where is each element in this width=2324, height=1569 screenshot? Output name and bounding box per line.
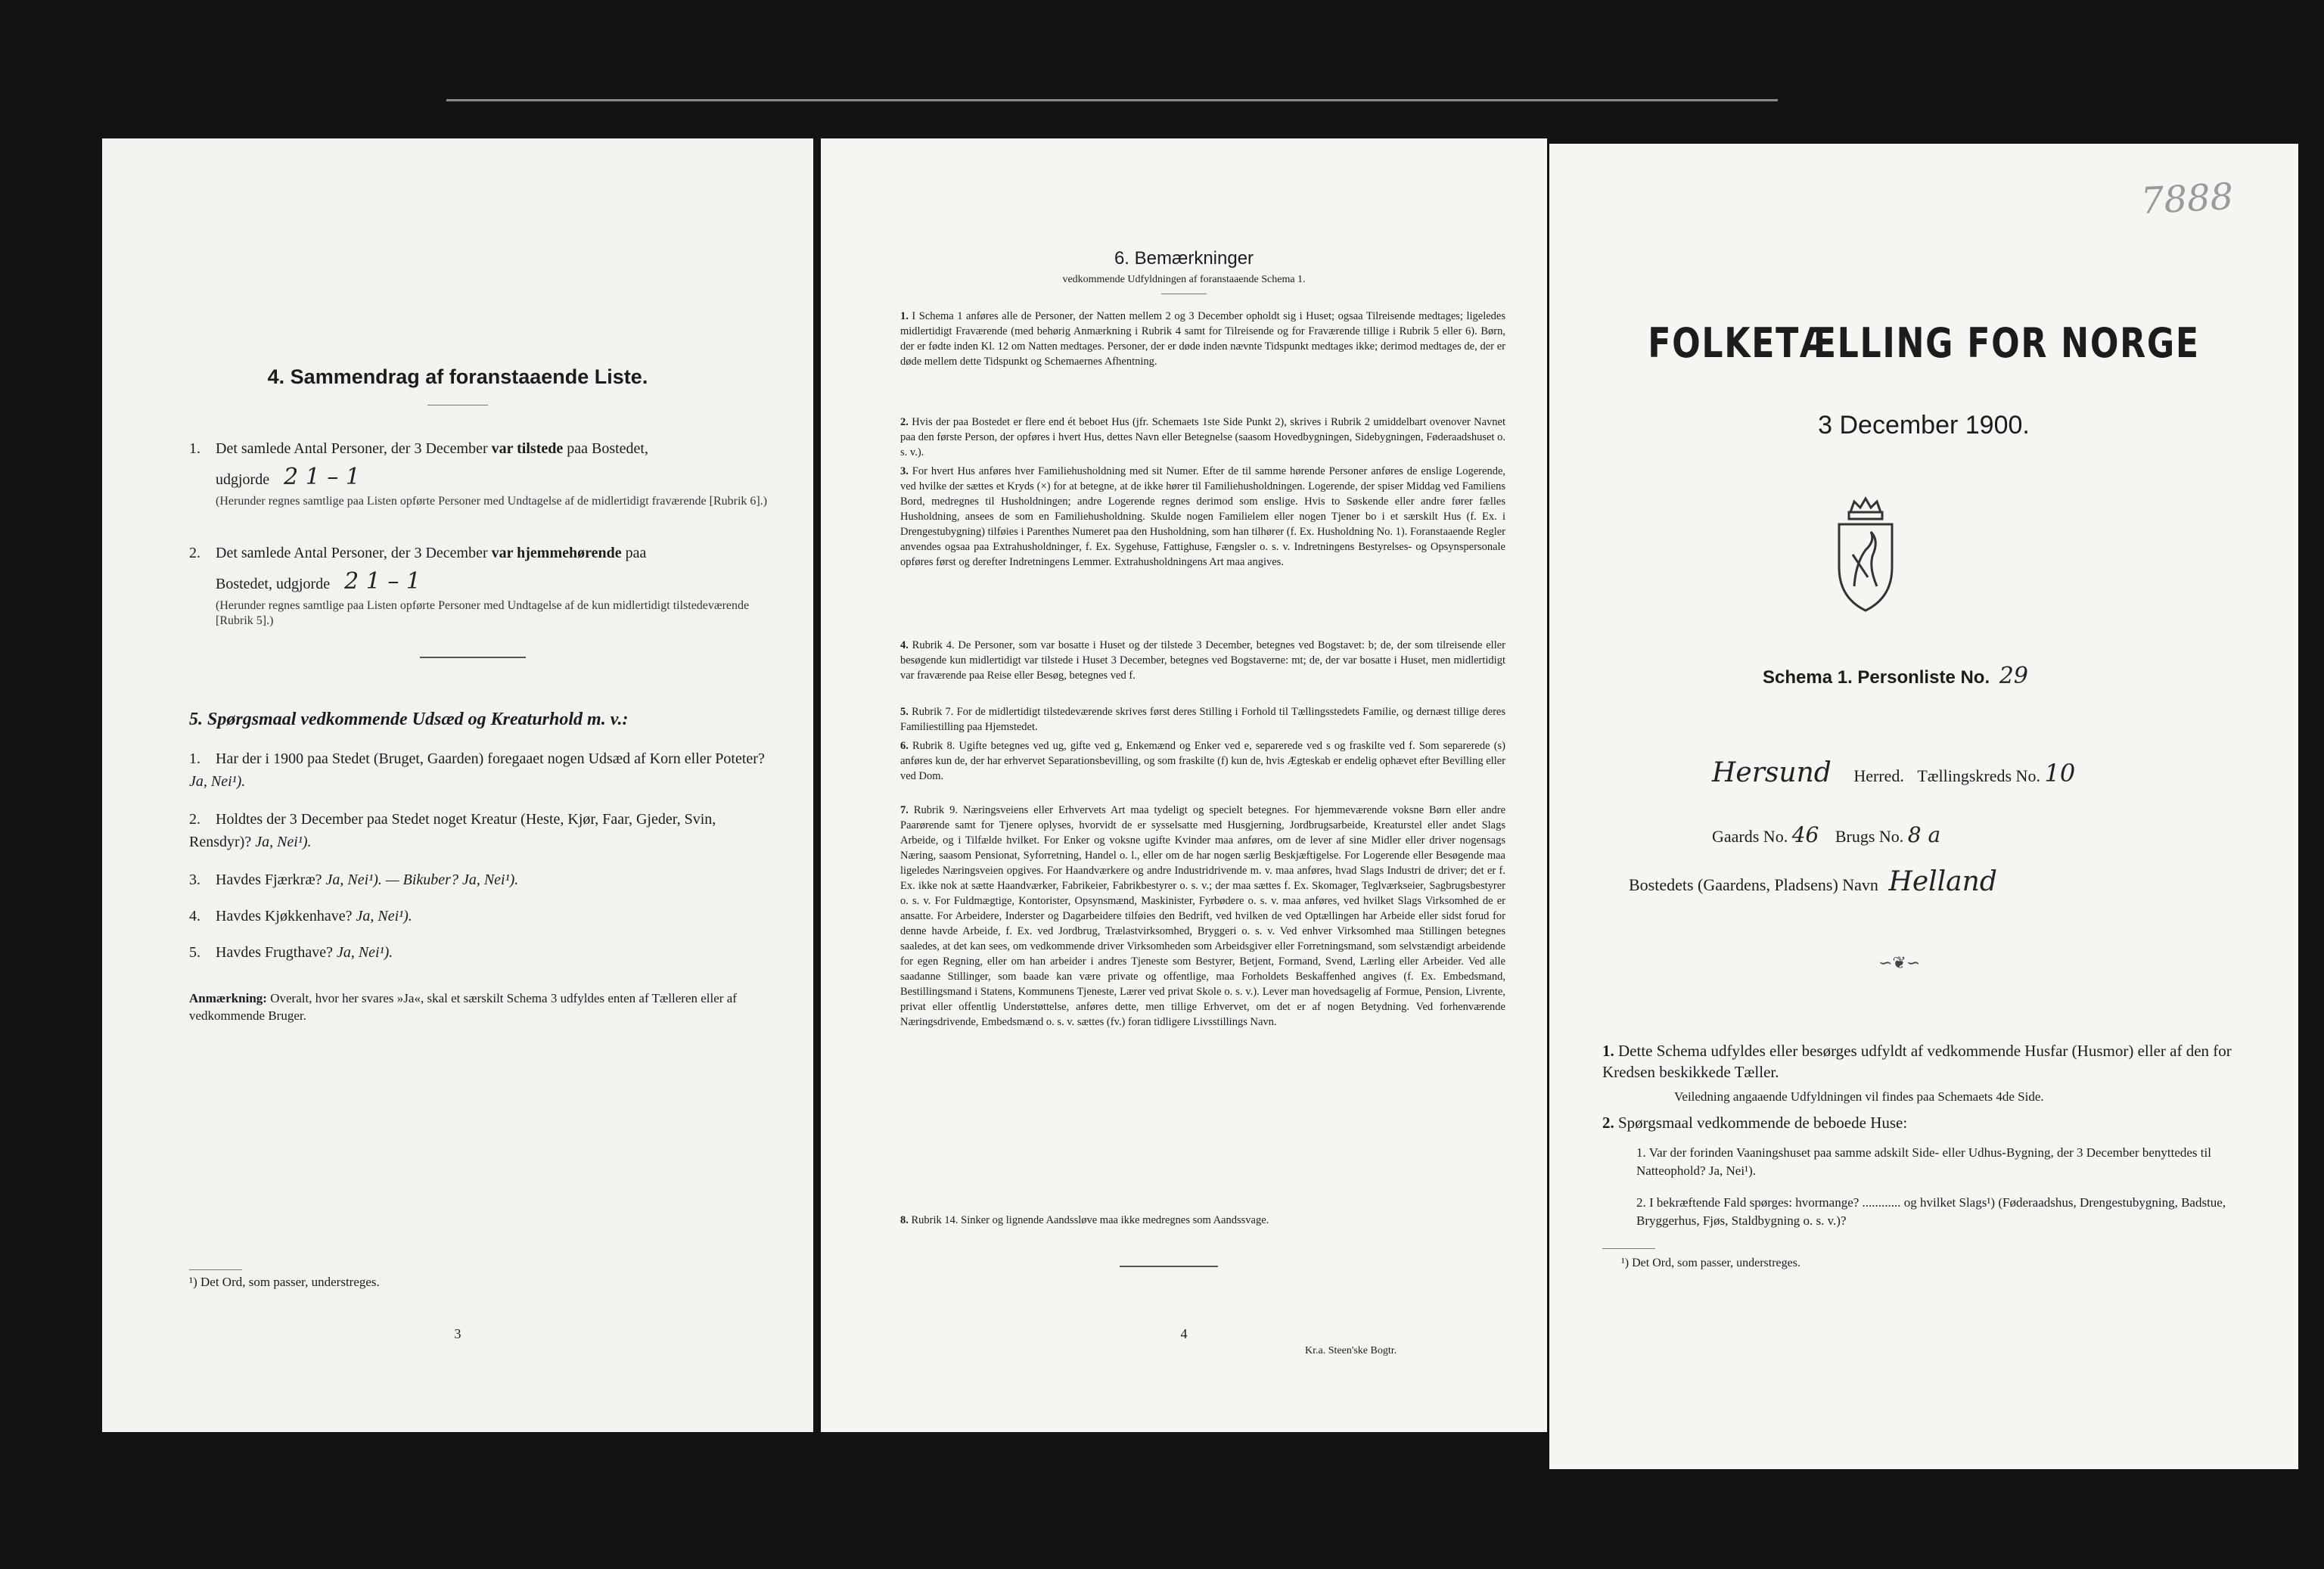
footnote-rule bbox=[1602, 1248, 1655, 1249]
personliste-number: 29 bbox=[1999, 663, 2028, 689]
bosted-line: Bostedets (Gaardens, Pladsens) Navn Helland bbox=[1629, 866, 1997, 897]
footnote-rule bbox=[189, 1269, 242, 1270]
remark-item-6: 6. Rubrik 8. Ugifte betegnes ved ug, gifte ved g, Enkemænd og Enker ved e, separerede ved s og fraskilte ved f. Som separerede (s) anføres kun de, der har erhvervet Separationsbevilling, og som fraskilte (f) kun de, hvis Ægteskab er endelig ophævet efter Bevilling eller ved Dom. bbox=[900, 740, 1506, 782]
question-4: 4. Havdes Kjøkkenhave? Ja, Nei¹). bbox=[189, 908, 412, 924]
remark-item-1: 1. I Schema 1 anføres alle de Personer, der Natten mellem 2 og 3 December opholdt sig i Huset; ogsaa Tilreisende medtages; ligeledes midlertidigt Fraværende (med behørig Anmærkning i Rubrik 4 samt for Tilreisende og for Fraværende tillige i Rubrik 5 eller 6). Børn, der er fødte inden Kl. 12 om Natten medtages. Personer, der er døde inden nævnte Tidspunkt medtages ikke; derimod medtages de, der er døde mellem dette Tidspunkt og Schemaernes Afhentning. bbox=[900, 310, 1505, 368]
census-title: FOLKETÆLLING FOR NORGE bbox=[1648, 319, 2200, 367]
remark: Anmærkning: Overalt, hvor her svares »Ja«, skal et særskilt Schema 3 udfyldes enten af Tælleren eller af vedkommende Bruger. bbox=[189, 991, 737, 1023]
top-edge-rule bbox=[446, 99, 1778, 101]
krets-number: 10 bbox=[2044, 759, 2076, 788]
herred-line: Hersund Herred. Tællingskreds No. 10 bbox=[1712, 757, 2076, 788]
summary-item-2-note: (Herunder regnes samtlige paa Listen opførte Personer med Undtagelse af de kun midlertidigt tilstedeværende [Rubrik 5].) bbox=[216, 599, 750, 627]
question-5: 5. Havdes Frugthave? Ja, Nei¹). bbox=[189, 944, 393, 961]
instruction-1: 1. Dette Schema udfyldes eller besørges udfyldt af vedkommende Husfar (Husmor) eller af den for Kredsen beskikkede Tæller. bbox=[1602, 1042, 2232, 1081]
printer-mark: Kr.a. Steen'ske Bogtr. bbox=[1305, 1345, 1397, 1356]
house-question-1: 1. Var der forinden Vaaningshuset paa samme adskilt Side- eller Udhus-Bygning, der 3 December benyttedes til Natteophold? Ja, Nei¹). bbox=[1636, 1145, 2211, 1178]
summary-item-1-note: (Herunder regnes samtlige paa Listen opførte Personer med Undtagelse af de midlertidigt fraværende [Rubrik 6].) bbox=[216, 495, 768, 508]
footnote: ¹) Det Ord, som passer, understreges. bbox=[189, 1275, 380, 1289]
divider bbox=[1120, 1266, 1218, 1267]
remark-item-8: 8. Rubrik 14. Sinker og lignende Aandssløve maa ikke medregnes som Aandssvage. bbox=[900, 1214, 1269, 1226]
bosted-name: Helland bbox=[1888, 866, 1997, 897]
summary-item-2: 2. Det samlede Antal Personer, der 3 December var hjemmehørende paa bbox=[189, 545, 647, 561]
question-3: 3. Havdes Fjærkræ? Ja, Nei¹). — Bikuber? Ja, Nei¹). bbox=[189, 871, 519, 888]
remark-item-5: 5. Rubrik 7. For de midlertidigt tilstedeværende skrives først deres Stilling i Forhold til Tællingsstedets Familie, og dernæst tillige deres Familiestilling paa Hjemstedet. bbox=[900, 706, 1505, 733]
gaards-number: 46 bbox=[1791, 822, 1819, 847]
archive-stamp-number: 7888 bbox=[2139, 175, 2235, 223]
brugs-number: 8 a bbox=[1907, 822, 1941, 847]
summary-item-1: 1. Det samlede Antal Personer, der 3 December var tilstede paa Bostedet, bbox=[189, 440, 648, 457]
remarks-subtitle: vedkommende Udfyldningen af foranstaaende Schema 1. bbox=[1062, 274, 1306, 285]
question-2: 2. Holdtes der 3 December paa Stedet noget Kreatur (Heste, Kjør, Faar, Gjeder, Svin, Rensdyr)? Ja, Nei¹). bbox=[189, 811, 716, 850]
herred-name: Hersund bbox=[1712, 757, 1832, 788]
schema-line: Schema 1. Personliste No. 29 bbox=[1763, 663, 2028, 689]
section5-title: 5. Spørgsmaal vedkommende Udsæd og Kreaturhold m. v.: bbox=[189, 710, 629, 729]
section4-title: 4. Sammendrag af foranstaaende Liste. bbox=[267, 365, 648, 388]
footnote: ¹) Det Ord, som passer, understreges. bbox=[1621, 1257, 1800, 1269]
right-page bbox=[1549, 144, 2298, 1469]
page-number: 4 bbox=[1180, 1326, 1188, 1341]
handwritten-count: 2 1 – 1 bbox=[344, 568, 421, 595]
handwritten-count: 2 1 – 1 bbox=[284, 464, 360, 490]
divider bbox=[420, 657, 526, 658]
question-1: 1. Har der i 1900 paa Stedet (Bruget, Gaarden) foregaaet nogen Udsæd af Korn eller Poteter? Ja, Nei¹). bbox=[189, 750, 765, 790]
remarks-title: 6. Bemærkninger bbox=[1114, 248, 1254, 269]
instruction-1-sub: Veiledning angaaende Udfyldningen vil findes paa Schemaets 4de Side. bbox=[1674, 1089, 2044, 1104]
remark-item-7: 7. Rubrik 9. Næringsveiens eller Erhvervets Art maa tydeligt og specielt betegnes. For hjemmeværende voksne Børn eller andre Paarørende samt for Tjenere oplyses, hvorvidt de er sysselsatte med Husgjerning, Jordbrugsarbeide, Kreaturstel eller andet Slags Arbeide, og i Tilfælde hvilket. For Enker og voksne ugifte Kvinder maa anføres, om de lever af sine Midler eller driver nogensags Næring, saasom Pensionat, Syforretning, Handel o. l., eller om de har nogen særlig Beskjæftigelse. For Logerende eller Besøgende maa ligeledes Næringsveien opgives. For Haandværkere og andre Industridrivende m. v. maa anføres, hvad Slags Industri de driver; det er f. Ex. ikke nok at sætte Haandværker, Fabrikeier, Fabrikbestyrer o. s. v.; der maa sættes f. Ex. Skomager, Teglværkseier, Sagbrugsbestyrer o. s. v. For Fuldmægtige, Kontorister, Opsynsmænd, Maskinister, Fyrbødere o. s. v. maa anføres, ved hvilket Slags Virksomhed de er ansatte. For Arbeidere, Inderster og Dagarbeidere tilføies den Bedrift, ved hvilken de ved Optællingen har Arbeide eller sidst forud for denne havde Arbeide, f. Ex. ved Jordbrug, Trælastvirksomhed, Bryggeri o. s. v. Ved enhver Virksomhed maa Stillingen betegnes saaledes, at det kan sees, om vedkommende driver Virksomheden som Arbeidsgiver eller Forretningsmand, som selvstændigt arbeidende for egen Regning, eller om han arbeider i andres Tjeneste som Bestyrer, Betjent, Formand, Svend, Lærling eller Arbeider. Ved alle saadanne Stillinger, som baade kan være private og offentlige, maa Forholdets Beskaffenhed angives (f. Ex. Embedsmand, Bestillingsmand i Statens, Kommunens Tjeneste, Lærer ved privat Skole o. s. v.). Lever man hovedsagelig af Formue, Pension, Livrente, privat eller offentlig Understøttelse, anføres dette, men tillige Erhvervet, om det er af nogen Betydning. Ved forhenværende Næringsdrivende, Embedsmænd o. s. v. sættes (fv.) foran tidligere Livsstillings Navn. bbox=[900, 804, 1506, 1028]
page-number: 3 bbox=[454, 1326, 461, 1341]
remark-item-4: 4. Rubrik 4. De Personer, som var bosatte i Huset og der tilstede 3 December, betegnes ved Bogstavet: b; de, der som tilreisende eller besøgende kun midlertidigt var tilstede i Huset 3 December, betegnes ved Bogstaverne: mt; de, der var bosatte i Huset, men midlertidigt var fraværende paa Reise eller Besøg, betegnes ved f. bbox=[900, 639, 1506, 682]
summary-item-2-value-row: Bostedet, udgjorde 2 1 – 1 bbox=[216, 568, 421, 595]
middle-page bbox=[821, 138, 1547, 1432]
coat-of-arms-icon bbox=[1824, 496, 1907, 617]
left-page bbox=[102, 138, 813, 1432]
house-question-2: 2. I bekræftende Fald spørges: hvormange? ............ og hvilket Slags¹) (Føderaadshus, Drengestubygning, Badstue, Bryggerhus, Fjøs, Staldbygning o. s. v.)? bbox=[1636, 1195, 2226, 1228]
ornament-icon: ∽❦∽ bbox=[1878, 953, 1921, 972]
remark-item-3: 3. For hvert Hus anføres hver Familiehusholdning med sit Numer. Efter de til samme hørende Personer anføres de enslige Logerende, ved hvilke der sættes et Kryds (×) for at betegne, at de ikke hører til Familiehusholdningen. Logerende, der spiser Middag ved Familiens Bord, medregnes til Husholdningen; andre Logerende regnes derimod som enslige. Hvis to Søskende eller andre fører fælles Husholdning, ansees de som en Familiehusholdning. Skulde nogen Familielem eller nogen Tjener bo i et særskilt Hus (f. Ex. i Drengestubygning) tilføies i Parenthes Numeret paa den Husholdning, som han tilhører (f. Ex. Husholdning No. 1). Foranstaaende Regler anvendes ogsaa paa Extrahusholdninger, f. Ex. Sygehuse, Fattighuse, Fængsler o. s. v. Indretningens Bestyrelses- og Opsynspersonale opføres først og derefter Indretningens Lemmer. Extrahusholdningens Art maa angives. bbox=[900, 465, 1506, 568]
census-date: 3 December 1900. bbox=[1818, 411, 2030, 440]
instruction-2: 2. Spørgsmaal vedkommende de beboede Huse: bbox=[1602, 1114, 1908, 1132]
gaards-line: Gaards No. 46 Brugs No. 8 a bbox=[1712, 822, 1941, 847]
remark-item-2: 2. Hvis der paa Bostedet er flere end ét beboet Hus (jfr. Schemaets 1ste Side Punkt 2), skrives i Rubrik 2 umiddelbart ovenover Navnet paa den første Person, der opføres i hvert Hus, dettes Navn eller Betegnelse (saasom Hovedbygningen, Sidebygningen, Føderaadshuset o. s. v.). bbox=[900, 416, 1505, 458]
summary-item-1-value-row: udgjorde 2 1 – 1 bbox=[216, 464, 360, 490]
